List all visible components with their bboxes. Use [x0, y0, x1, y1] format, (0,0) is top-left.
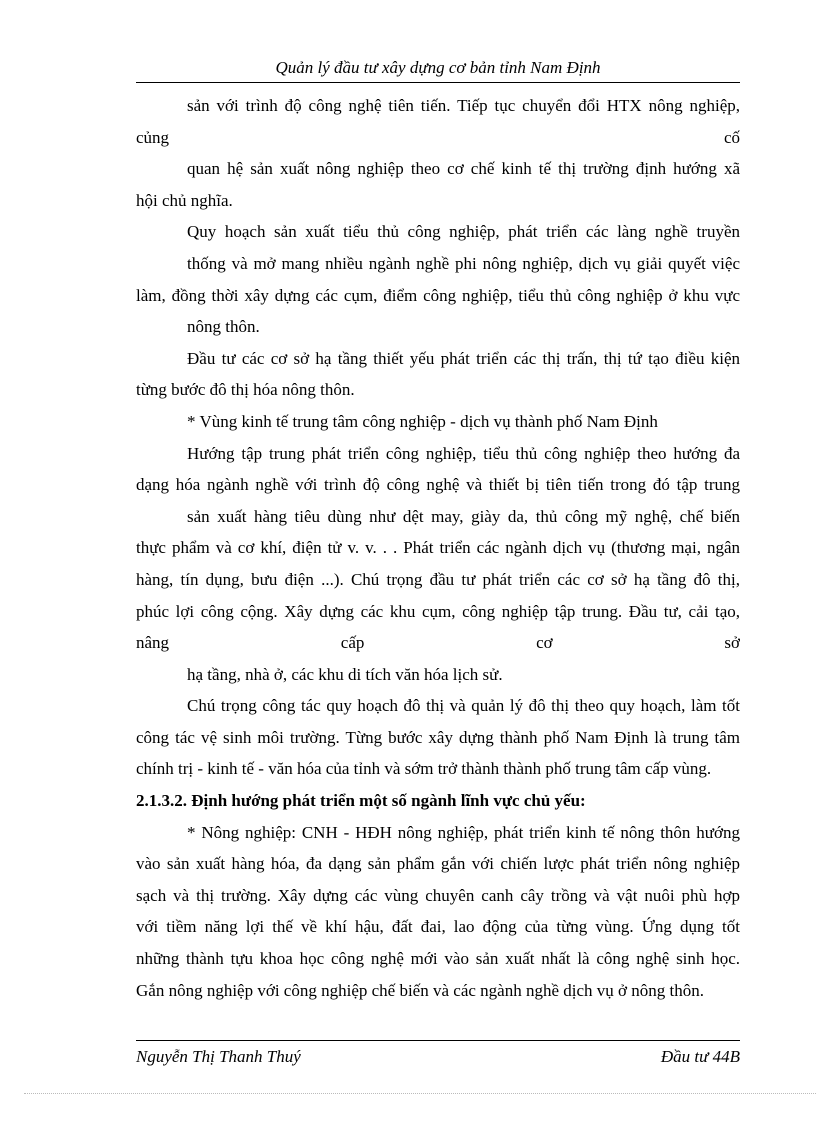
text-line: hạ tầng, nhà ở, các khu di tích văn hóa lịch sử. [187, 664, 503, 684]
text-line: Quy hoạch sản xuất tiểu thủ công nghiệp, phát triển các làng nghề truyền [187, 222, 740, 242]
page-header [136, 56, 740, 83]
footer-class: Đầu tư 44B [660, 1047, 740, 1066]
word: sở [724, 633, 740, 653]
text-line: với tiềm năng lợi thế về khí hậu, đất đai, lao động của từng vùng. Ứng dụng tốt [136, 917, 740, 937]
word: củng [136, 127, 170, 147]
text-line: Chú trọng công tác quy hoạch đô thị và quản lý đô thị theo quy hoạch, làm tốt [187, 696, 740, 716]
text-line: sạch và thị trường. Xây dựng các vùng chuyên canh cây trồng và vật nuôi phù hợp [136, 885, 740, 905]
text-line [136, 627, 740, 659]
text-line: hội chủ nghĩa. [136, 190, 233, 210]
body-text [136, 90, 740, 1006]
text-line: nông thôn. [187, 317, 260, 337]
word: cơ [536, 633, 553, 653]
text-line: những thành tựu khoa học công nghệ mới vào sản xuất nhất là công nghệ sinh học. [136, 949, 740, 969]
document-title: Quản lý đầu tư xây dựng cơ bản tỉnh Nam Định [275, 58, 601, 77]
text-line: dạng hóa ngành nghề với trình độ công nghệ và thiết bị tiên tiến trong đó tập trung [136, 475, 740, 495]
text-line: Đầu tư các cơ sở hạ tầng thiết yếu phát triển các thị trấn, thị tứ tạo điều kiện [187, 348, 740, 368]
text-line: chính trị - kinh tế - văn hóa của tỉnh và sớm trở thành thành phố trung tâm cấp vùng. [136, 759, 712, 779]
text-line [136, 122, 740, 154]
text-line: phúc lợi công cộng. Xây dựng các khu cụm, công nghiệp tập trung. Đầu tư, cải tạo, [136, 601, 740, 621]
text-line: * Nông nghiệp: CNH - HĐH nông nghiệp, phát triển kinh tế nông thôn hướng [187, 822, 740, 842]
text-line: thực phẩm và cơ khí, điện tử v. v. . . Phát triển các ngành dịch vụ (thương mại, ngân [136, 538, 740, 558]
word: cố [723, 127, 740, 147]
word: nâng [136, 633, 170, 653]
text-line: làm, đồng thời xây dựng các cụm, điểm công nghiệp, tiểu thủ công nghiệp ở khu vực [136, 285, 740, 305]
footer-author: Nguyễn Thị Thanh Thuý [136, 1047, 301, 1066]
text-line: công tác vệ sinh môi trường. Từng bước xây dựng thành phố Nam Định là trung tâm [136, 727, 740, 747]
text-line: vào sản xuất hàng hóa, đa dạng sản phẩm gắn với chiến lược phát triển nông nghiệp [136, 854, 740, 874]
page-edge-divider [24, 1093, 816, 1094]
text-line: sản với trình độ công nghệ tiên tiến. Tiếp tục chuyển đổi HTX nông nghiệp, [187, 96, 740, 115]
text-line: Hướng tập trung phát triển công nghiệp, tiểu thủ công nghiệp theo hướng đa [187, 443, 740, 463]
text-line: quan hệ sản xuất nông nghiệp theo cơ chế kinh tế thị trường định hướng xã [187, 159, 740, 179]
text-line: * Vùng kinh tế trung tâm công nghiệp - dịch vụ thành phố Nam Định [187, 411, 658, 431]
section-heading: 2.1.3.2. Định hướng phát triển một số ngành lĩnh vực chủ yếu: [136, 791, 586, 811]
text-line: từng bước đô thị hóa nông thôn. [136, 380, 355, 400]
page-footer [136, 1040, 740, 1069]
text-line: sản xuất hàng tiêu dùng như dệt may, giày da, thủ công mỹ nghệ, chế biến [187, 506, 740, 526]
text-line: Gắn nông nghiệp với công nghiệp chế biến và các ngành nghề dịch vụ ở nông thôn. [136, 980, 704, 1000]
word: cấp [340, 633, 365, 653]
text-line: hàng, tín dụng, bưu điện ...). Chú trọng đầu tư phát triển các cơ sở hạ tầng đô thị, [136, 569, 740, 589]
text-line: thống và mở mang nhiều ngành nghề phi nông nghiệp, dịch vụ giải quyết việc [187, 253, 740, 273]
